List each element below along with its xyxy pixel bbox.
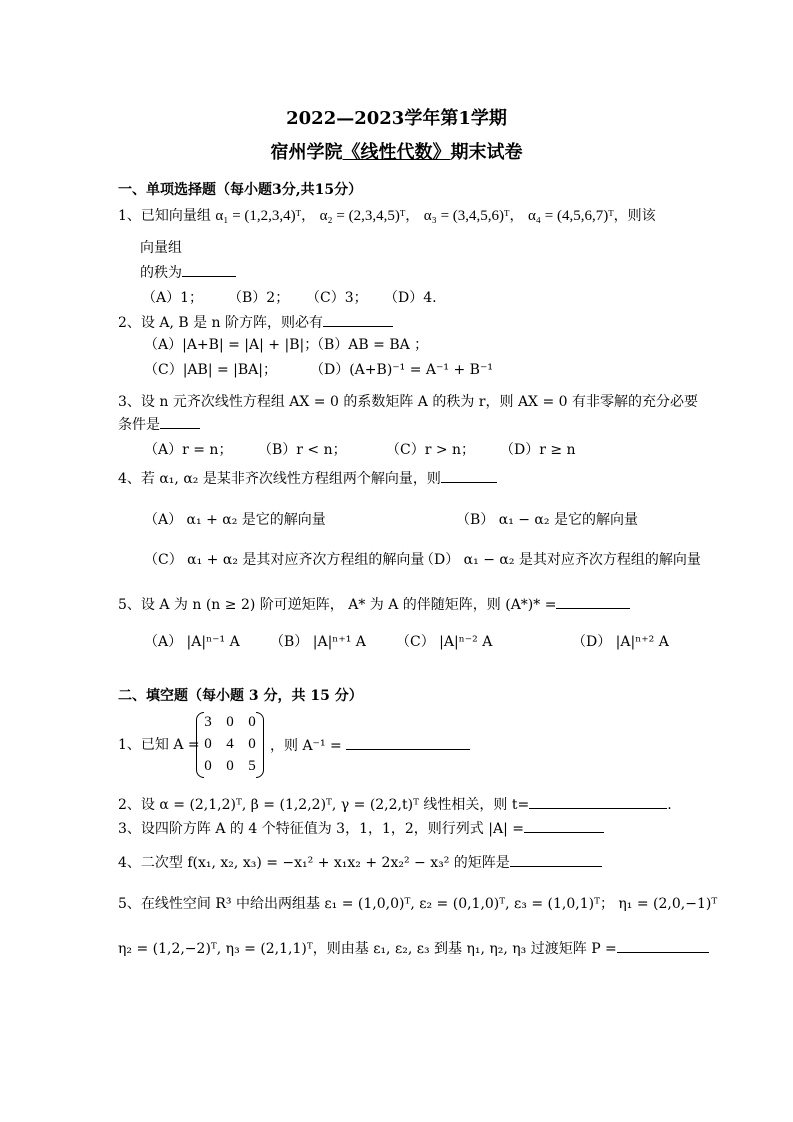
q1-opt-b: （B）2；: [228, 290, 290, 306]
question-1-5: [118, 594, 630, 615]
answer-blank: [617, 938, 709, 953]
q2-stem: 2、设 A, B 是 n 阶方阵，则必有: [118, 315, 324, 331]
q2-opt-b: （B）AB = BA ；: [310, 337, 429, 353]
s2-q4-text: 4、二次型 f(x₁, x₂, x₃) = −x₁² + x₁x₂ + 2x₂² − x₃² 的矩阵是: [118, 855, 510, 871]
matrix-cell: 0: [248, 736, 256, 752]
q5-opt-b: （B） |A|ⁿ⁺¹ A: [270, 634, 366, 650]
s2-q5b-text: η₂ = (1,2,−2)ᵀ, η₃ = (2,1,1)ᵀ，则由基 ε₁, ε₂, ε₃ 到基 η₁, η₂, η₃ 过渡矩阵 P =: [118, 941, 617, 957]
q1-line3-text: 的秩为: [140, 265, 182, 281]
s2-q2: 2、设 α = (2,1,2)ᵀ, β = (1,2,2)ᵀ, γ = (2,2,t)ᵀ 线性相关，则 t= .: [118, 794, 672, 815]
answer-blank: [323, 312, 393, 327]
q1-opt-c: （C）3；: [306, 290, 368, 306]
s2-q1-post-text: ，则 A⁻¹ =: [270, 738, 342, 754]
answer-blank: [346, 735, 470, 750]
q4-opt-c: （C） α₁ + α₂ 是其对应齐次方程组的解向量: [144, 552, 425, 568]
q5-stem: 5、设 A 为 n (n ≥ 2) 阶可逆矩阵， A* 为 A 的伴随矩阵，则 (A*)* =: [118, 597, 557, 613]
s2-q1-post: [270, 735, 470, 756]
answer-blank: [182, 262, 236, 277]
section1-heading: 一、单项选择题（每小题3分,共15分）: [118, 182, 363, 198]
q3-line2: [118, 414, 200, 435]
matrix-cell: 0: [204, 736, 212, 752]
q2-opt-d: （D）(A+B)⁻¹ = A⁻¹ + B⁻¹: [310, 362, 493, 378]
s2-q4: [118, 852, 602, 873]
term-title: 2022—2023学年第1学期: [286, 108, 507, 129]
q3-opt-b: （B）r < n；: [258, 442, 347, 458]
q1-alpha4: α₄ = (4,5,6,7)ᵀ: [527, 208, 614, 224]
q5-opt-a: （A） |A|ⁿ⁻¹ A: [144, 634, 240, 650]
q3-line2-text: 条件是: [118, 417, 160, 433]
matrix-cell: 0: [226, 714, 234, 730]
s2-q3: [118, 818, 604, 839]
q4-stem: 4、若 α₁, α₂ 是某非齐次线性方程组两个解向量，则: [118, 471, 441, 487]
q1-alpha1: α₁ = (1,2,3,4)ᵀ: [215, 208, 302, 224]
q2-opt-a: （A）|A+B| = |A| + |B|；: [144, 337, 319, 353]
school-name: 宿州学院: [270, 142, 343, 163]
matrix-a: [196, 712, 264, 778]
q5-opt-d: （D） |A|ⁿ⁺² A: [572, 634, 669, 650]
question-1-2: [118, 312, 393, 333]
s2-q1-pre: 1、已知 A =: [118, 737, 200, 753]
q4-opt-a: （A） α₁ + α₂ 是它的解向量: [144, 512, 326, 528]
answer-blank: [510, 852, 602, 867]
question-1-4: [118, 468, 497, 489]
answer-blank: [556, 594, 630, 609]
answer-blank: [441, 468, 497, 483]
q1-opt-a: （A）1；: [142, 290, 204, 306]
q3-opt-a: （A）r = n；: [144, 442, 233, 458]
q4-opt-b: （B） α₁ − α₂ 是它的解向量: [456, 512, 638, 528]
q1-tail: ，则该: [613, 208, 656, 224]
q2-opt-c: （C）|AB| = |BA|；: [144, 362, 278, 378]
exam-title: [0, 138, 793, 164]
answer-blank: [529, 794, 667, 809]
q1-line3: [140, 262, 236, 283]
matrix-cell: 5: [248, 758, 256, 774]
question-1-3: 3、设 n 元齐次线性方程组 AX = 0 的系数矩阵 A 的秩为 r，则 AX = 0 有非零解的充分必要: [118, 394, 699, 410]
exam-name: 期末试卷: [450, 142, 523, 163]
q1-number: 1、已知向量组: [118, 208, 211, 224]
q1-alpha3: α₃ = (3,4,5,6)ᵀ: [423, 208, 510, 224]
course-name: 《线性代数》: [342, 142, 451, 163]
q1-line2: 向量组: [140, 240, 182, 256]
s2-q5a: 5、在线性空间 R³ 中给出两组基 ε₁ = (1,0,0)ᵀ, ε₂ = (0,1,0)ᵀ, ε₃ = (1,0,1)ᵀ； η₁ = (2,0,−1)ᵀ: [118, 896, 718, 912]
q4-opt-d: （D） α₁ − α₂ 是其对应齐次方程组的解向量: [420, 552, 701, 568]
q1-alpha2: α₂ = (2,3,4,5)ᵀ: [319, 208, 406, 224]
matrix-cell: 0: [248, 714, 256, 730]
question-1-1: 1、已知向量组 α₁ = (1,2,3,4)ᵀ， α₂ = (2,3,4,5)ᵀ， α₃ = (3,4,5,6)ᵀ， α₄ = (4,5,6,7)ᵀ，则该: [118, 208, 656, 224]
matrix-cell: 0: [226, 758, 234, 774]
matrix-cell: 0: [204, 758, 212, 774]
q3-opt-d: （D）r ≥ n: [500, 442, 576, 458]
q1-opt-d: （D）4.: [384, 290, 437, 306]
s2-q2-text: 2、设 α = (2,1,2)ᵀ, β = (1,2,2)ᵀ, γ = (2,2,t)ᵀ 线性相关，则 t=: [118, 797, 530, 813]
answer-blank: [524, 818, 604, 833]
q3-opt-c: （C）r > n；: [386, 442, 476, 458]
s2-q5b: [118, 938, 709, 959]
matrix-cell: 3: [204, 714, 212, 730]
s2-q3-text: 3、设四阶方阵 A 的 4 个特征值为 3，1，1，2，则行列式 |A| =: [118, 821, 524, 837]
answer-blank: [160, 414, 200, 429]
q5-opt-c: （C） |A|ⁿ⁻² A: [396, 634, 493, 650]
section2-heading: 二、填空题（每小题 3 分，共 15 分）: [118, 688, 363, 704]
matrix-cell: 4: [226, 736, 234, 752]
